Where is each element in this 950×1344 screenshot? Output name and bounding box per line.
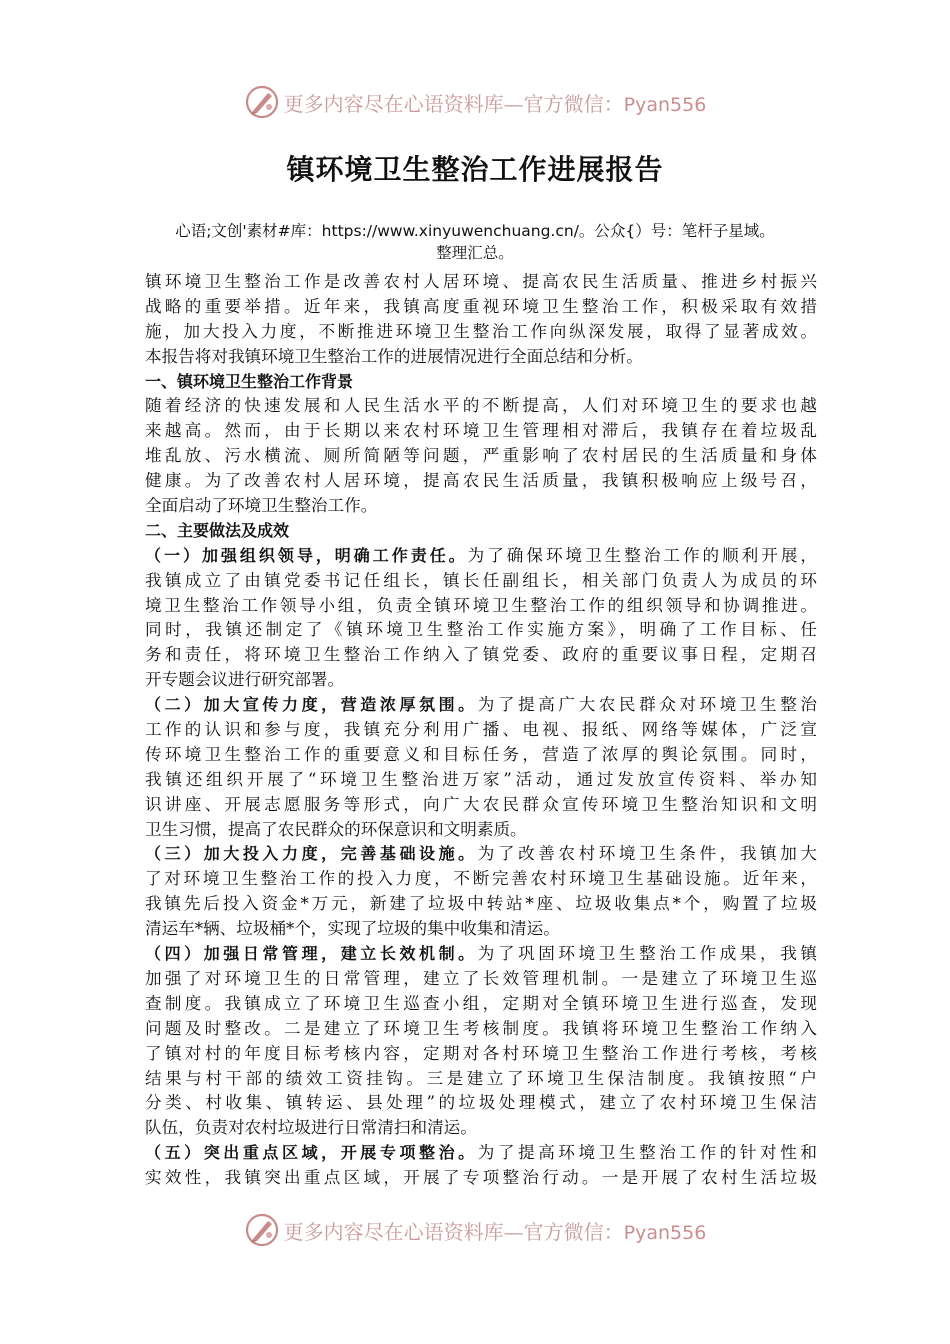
banner-text: 更多内容尽在心语资料库—官方微信：Pyan556 (283, 91, 707, 116)
body-line (145, 295, 817, 320)
footer-banner (0, 1208, 950, 1252)
body-line (145, 992, 817, 1017)
line-text: 传环境卫生整治工作的重要意义和目标任务，营造了浓厚的舆论氛围。同时， (145, 744, 817, 764)
line-text: 同时，我镇还制定了《镇环境卫生整治工作实施方案》，明确了工作目标、任 (145, 620, 817, 640)
body-line (145, 818, 817, 843)
line-text: 开专题会议进行研究部署。 (145, 670, 345, 690)
body-line (145, 1091, 817, 1116)
line-text: 卫生习惯，提高了农民群众的环保意识和文明素质。 (145, 819, 527, 839)
body-line (145, 718, 817, 743)
line-text: 随着经济的快速发展和人民生活水平的不断提高，人们对环境卫生的要求也越 (145, 396, 817, 416)
body-line (145, 618, 817, 643)
source-note-line1: 心语;文创'素材#库：https://www.xinyuwenchuang.cn/。公众{）号：笔杆子星域。 (175, 222, 775, 240)
line-text: 分类、村收集、镇转运、县处理”的垃圾处理模式，建立了农村环境卫生保洁 (145, 1093, 817, 1113)
body-line (145, 668, 817, 693)
line-text: 为了巩固环境卫生整治工作成果，我镇 (477, 944, 817, 964)
body-line (145, 594, 817, 619)
body-line (145, 793, 817, 818)
line-text: 战略的重要举措。近年来，我镇高度重视环境卫生整治工作，积极采取有效措 (145, 296, 817, 316)
document-title: 镇环境卫生整治工作进展报告 (286, 153, 664, 186)
body-line (145, 320, 817, 345)
body-line (145, 1116, 817, 1141)
pen-logo-icon (244, 1212, 280, 1248)
banner-handle: Pyan556 (623, 93, 707, 116)
body-line (145, 867, 817, 892)
body-line (145, 494, 817, 519)
line-text: 本报告将对我镇环境卫生整治工作的进展情况进行全面总结和分析。 (145, 346, 643, 366)
line-text: 结果与村干部的绩效工资挂钩。三是建立了环境卫生保洁制度。我镇按照“户 (145, 1068, 817, 1088)
body-line (145, 544, 817, 569)
paragraph-lead: （三）加大投入力度，完善基础设施。 (145, 844, 478, 864)
pen-logo-icon (244, 84, 280, 120)
section-heading (145, 370, 817, 395)
body-line (145, 270, 817, 295)
body-line (145, 569, 817, 594)
line-text: 为了提高广大农民群众对环境卫生整治 (477, 695, 817, 715)
body-line (145, 842, 817, 867)
document-body (145, 270, 817, 1191)
body-line (145, 892, 817, 917)
body-line (145, 1166, 817, 1191)
line-text: 了对环境卫生整治工作的投入力度，不断完善农村环境卫生基础设施。近年来， (145, 869, 817, 889)
body-line (145, 1141, 817, 1166)
body-line (145, 1042, 817, 1067)
body-line (145, 444, 817, 469)
line-text: 一、镇环境卫生整治工作背景 (145, 371, 354, 391)
body-line (145, 743, 817, 768)
body-line (145, 693, 817, 718)
line-text: 问题及时整改。二是建立了环境卫生考核制度。我镇将环境卫生整治工作纳入 (145, 1018, 817, 1038)
banner-handle: Pyan556 (623, 1221, 707, 1244)
body-line (145, 419, 817, 444)
source-note (145, 220, 805, 264)
line-text: 清运车*辆、垃圾桶*个，实现了垃圾的集中收集和清运。 (145, 919, 560, 939)
line-text: 为了确保环境卫生整治工作的顺利开展， (467, 545, 817, 565)
line-text: 我镇成立了由镇党委书记任组长，镇长任副组长，相关部门负责人为成员的环 (145, 570, 817, 590)
line-text: 了镇对村的年度目标考核内容，定期对各村环境卫生整治工作进行考核，考核 (145, 1043, 817, 1063)
line-text: 全面启动了环境卫生整治工作。 (145, 496, 378, 516)
paragraph-lead: （一）加强组织领导，明确工作责任。 (145, 545, 468, 565)
line-text: 工作的认识和参与度，我镇充分利用广播、电视、报纸、网络等媒体，广泛宣 (145, 720, 817, 740)
line-text: 镇环境卫生整治工作是改善农村人居环境、提高农民生活质量、推进乡村振兴 (145, 272, 817, 291)
body-line (145, 967, 817, 992)
header-banner (0, 80, 950, 124)
paragraph-lead: （四）加强日常管理，建立长效机制。 (145, 944, 478, 964)
line-text: 健康。为了改善农村人居环境，提高农民生活质量，我镇积极响应上级号召， (145, 471, 817, 491)
body-line (145, 942, 817, 967)
body-line (145, 345, 817, 370)
line-text: 加强了对环境卫生的日常管理，建立了长效管理机制。一是建立了环境卫生巡 (145, 968, 817, 988)
line-text: 识讲座、开展志愿服务等形式，向广大农民群众宣传环境卫生整治知识和文明 (145, 794, 817, 814)
body-line (145, 643, 817, 668)
paragraph-lead: （二）加大宣传力度，营造浓厚氛围。 (145, 695, 478, 715)
line-text: 我镇先后投入资金*万元，新建了垃圾中转站*座、垃圾收集点*个，购置了垃圾 (145, 894, 817, 914)
line-text: 为了改善农村环境卫生条件，我镇加大 (477, 844, 817, 864)
line-text: 我镇还组织开展了“环境卫生整治进万家”活动，通过发放宣传资料、举办知 (145, 769, 817, 789)
body-line (145, 469, 817, 494)
line-text: 堆乱放、污水横流、厕所简陋等问题，严重影响了农村居民的生活质量和身体 (145, 446, 817, 466)
body-line (145, 768, 817, 793)
line-text: 来越高。然而，由于长期以来农村环境卫生管理相对滞后，我镇存在着垃圾乱 (145, 421, 817, 441)
banner-text: 更多内容尽在心语资料库—官方微信：Pyan556 (283, 1219, 707, 1244)
section-heading (145, 519, 817, 544)
line-text: 队伍，负责对农村垃圾进行日常清扫和清运。 (145, 1118, 477, 1138)
line-text: 为了提高环境卫生整治工作的针对性和 (477, 1143, 817, 1163)
paragraph-lead: （五）突出重点区域，开展专项整治。 (145, 1143, 478, 1163)
line-text: 实效性，我镇突出重点区域，开展了专项整治行动。一是开展了农村生活垃圾 (145, 1168, 817, 1188)
body-line (145, 1067, 817, 1092)
body-line (145, 1017, 817, 1042)
body-line (145, 917, 817, 942)
line-text: 施，加大投入力度，不断推进环境卫生整治工作向纵深发展，取得了显著成效。 (145, 321, 817, 341)
line-text: 二、主要做法及成效 (145, 520, 290, 540)
line-text: 务和责任，将环境卫生整治工作纳入了镇党委、政府的重要议事日程，定期召 (145, 645, 817, 665)
line-text: 查制度。我镇成立了环境卫生巡查小组，定期对全镇环境卫生进行巡查，发现 (145, 993, 817, 1013)
source-note-line2: 整理汇总。 (436, 244, 514, 262)
body-line (145, 394, 817, 419)
line-text: 境卫生整治工作领导小组，负责全镇环境卫生整治工作的组织领导和协调推进。 (145, 595, 817, 615)
